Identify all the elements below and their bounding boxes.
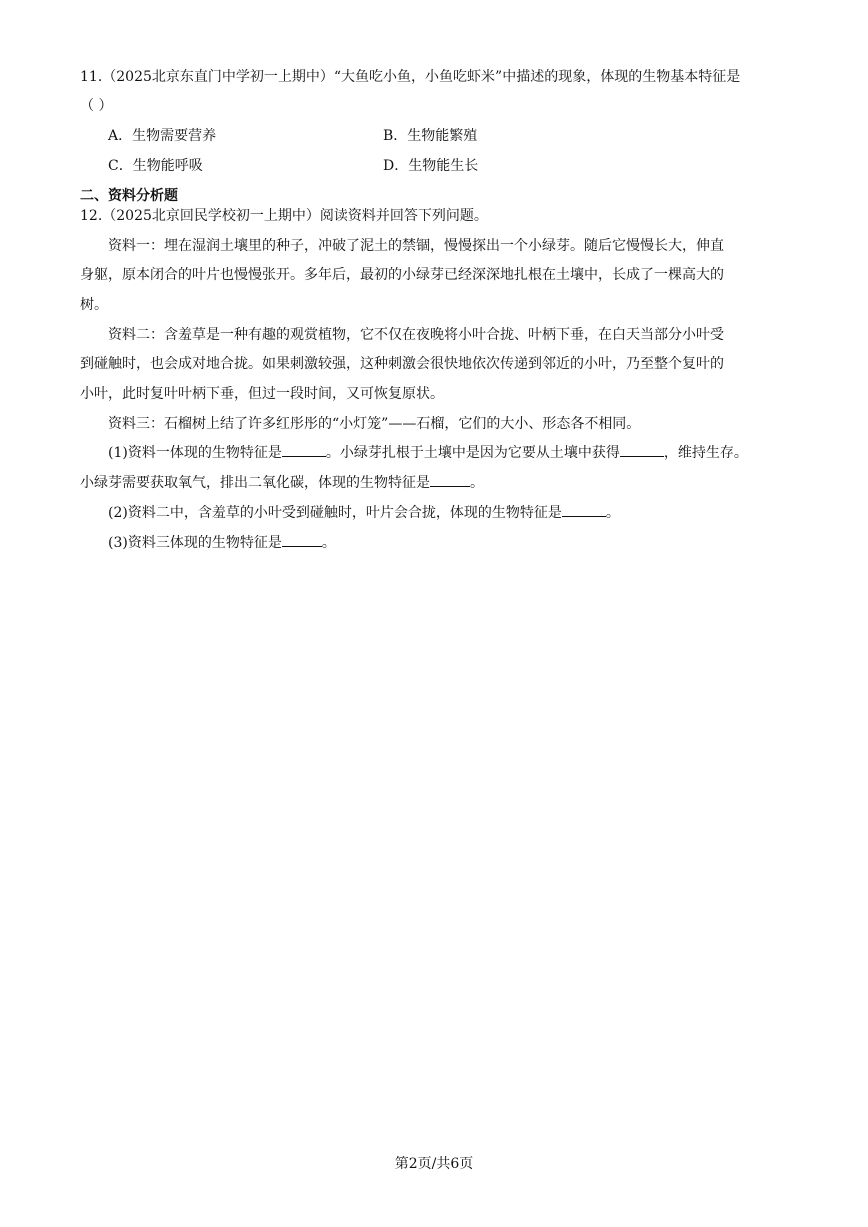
sub-question-1-text-a: (1)资料一体现的生物特征是 [108,445,282,461]
sub-question-3-text-a: (3)资料三体现的生物特征是 [108,535,282,551]
sub-question-1-line-1 [108,442,792,464]
material-2-line-2: 到碰触时，也会成对地合拢。如果刺激较强，这种刺激会很快地依次传递到邻近的小叶，乃至整个复叶的 [80,356,724,372]
question-12-intro: 12.（2025北京回民学校初一上期中）阅读资料并回答下列问题。 [80,208,488,224]
material-1-line-1: 资料一：埋在湿润土壤里的种子，冲破了泥土的禁锢，慢慢探出一个小绿芽。随后它慢慢长大，伸直 [108,238,724,254]
section-title: 二、资料分析题 [80,188,178,204]
sub-question-1-line-2 [80,472,792,494]
sub-question-2 [108,502,792,524]
answer-blank [620,442,664,457]
material-3-line-1: 资料三：石榴树上结了许多红彤彤的“小灯笼”——石榴，它们的大小、形态各不相同。 [108,416,641,432]
sub-question-3 [108,532,792,554]
answer-blank [282,532,322,547]
answer-blank [562,502,606,517]
question-11-stem: 11.（2025北京东直门中学初一上期中）“大鱼吃小鱼，小鱼吃虾米”中描述的现象，体现的生物基本特征是 [80,69,741,85]
option-d: D．生物能生长 [383,158,479,174]
sub-question-1-text-b: 。小绿芽扎根于土壤中是因为它要从土壤中获得 [325,445,620,461]
question-11-answer-bracket: （ ） [80,98,113,114]
sub-question-1-text-d: 小绿芽需要获取氧气，排出二氧化碳，体现的生物特征是 [80,475,430,491]
sub-question-2-text-b: 。 [605,505,620,521]
sub-question-1-text-c: ，维持生存。 [663,445,748,461]
sub-question-2-text-a: (2)资料二中，含羞草的小叶受到碰触时，叶片会合拢，体现的生物特征是 [108,505,562,521]
option-b: B．生物能繁殖 [383,128,478,144]
option-c: C．生物能呼吸 [108,158,203,174]
material-2-line-3: 小叶，此时复叶叶柄下垂，但过一段时间，又可恢复原状。 [80,386,444,402]
sub-question-1-text-e: 。 [470,475,484,491]
answer-blank [282,442,326,457]
sub-question-3-text-b: 。 [321,535,336,551]
answer-blank [430,472,470,487]
material-2-line-1: 资料二：含羞草是一种有趣的观赏植物，它不仅在夜晚将小叶合拢、叶柄下垂，在白天当部分小叶受 [108,327,724,343]
material-1-line-2: 身躯，原本闭合的叶片也慢慢张开。多年后，最初的小绿芽已经深深地扎根在土壤中，长成了一棵高大的 [80,267,724,283]
page-footer: 第2页/共6页 [394,1156,474,1172]
material-1-line-3: 树。 [80,297,108,313]
option-a: A．生物需要营养 [108,128,217,144]
